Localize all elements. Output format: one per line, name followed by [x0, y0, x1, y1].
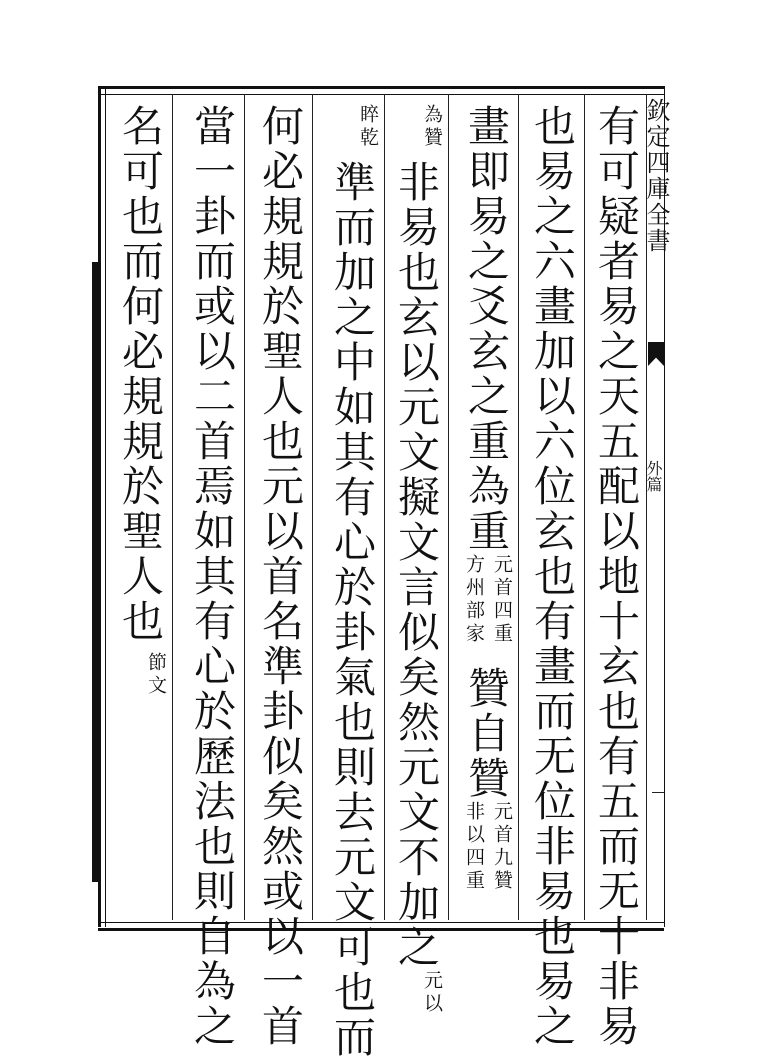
column-text: 贊自贊	[462, 666, 511, 801]
column-text: 非易也玄以元文擬文言似矣然元文不加之	[392, 160, 441, 970]
column-rule	[518, 94, 519, 920]
text-column-5	[316, 104, 382, 1060]
column-rule	[448, 94, 449, 920]
section-label: 外篇	[644, 460, 663, 492]
commentary-note: 元首四重方州部家	[463, 554, 513, 646]
commentary-note: 元以	[421, 970, 443, 1016]
column-text: 名可也而何必規規於聖人也	[116, 104, 165, 644]
commentary-note: 睟乾	[357, 104, 379, 150]
column-rule	[584, 94, 585, 920]
text-column-7	[178, 104, 242, 1049]
column-text: 何必規規於聖人也元以首名準卦似矣然或以一首	[256, 104, 305, 1049]
column-text: 也易之六畫加以六位玄也有畫而无位非易也易之	[528, 104, 577, 1049]
binding-shadow	[92, 262, 100, 882]
column-text: 有可疑者易之天五配以地十玄也有五而无十非易	[592, 104, 641, 1049]
text-column-6	[248, 104, 310, 1049]
text-column-3	[452, 104, 516, 916]
column-rule	[172, 94, 173, 920]
column-text: 畫即易之爻玄之重為重	[462, 104, 511, 554]
text-column-8	[108, 104, 170, 916]
column-rule	[384, 94, 385, 920]
column-rule	[312, 94, 313, 920]
column-text: 當一卦而或以二首焉如其有心於歷法也則自為之	[188, 104, 237, 1049]
frame-top-border	[98, 86, 664, 95]
text-column-1	[590, 104, 646, 1049]
commentary-note: 為贊	[421, 104, 443, 150]
strip-tick	[652, 792, 664, 793]
text-column-2	[522, 104, 582, 1049]
book-title: 欽定四庫全書	[642, 98, 670, 254]
commentary-note: 節文	[145, 652, 167, 698]
commentary-note: 元首九贊非以四重	[463, 801, 513, 893]
frame-bottom-border	[98, 922, 664, 931]
text-column-4	[388, 104, 446, 1016]
column-rule	[244, 94, 245, 920]
column-text: 準而加之中如其有心於卦氣也則去元文可也而	[328, 160, 377, 1060]
fish-tail-mark	[648, 342, 664, 366]
